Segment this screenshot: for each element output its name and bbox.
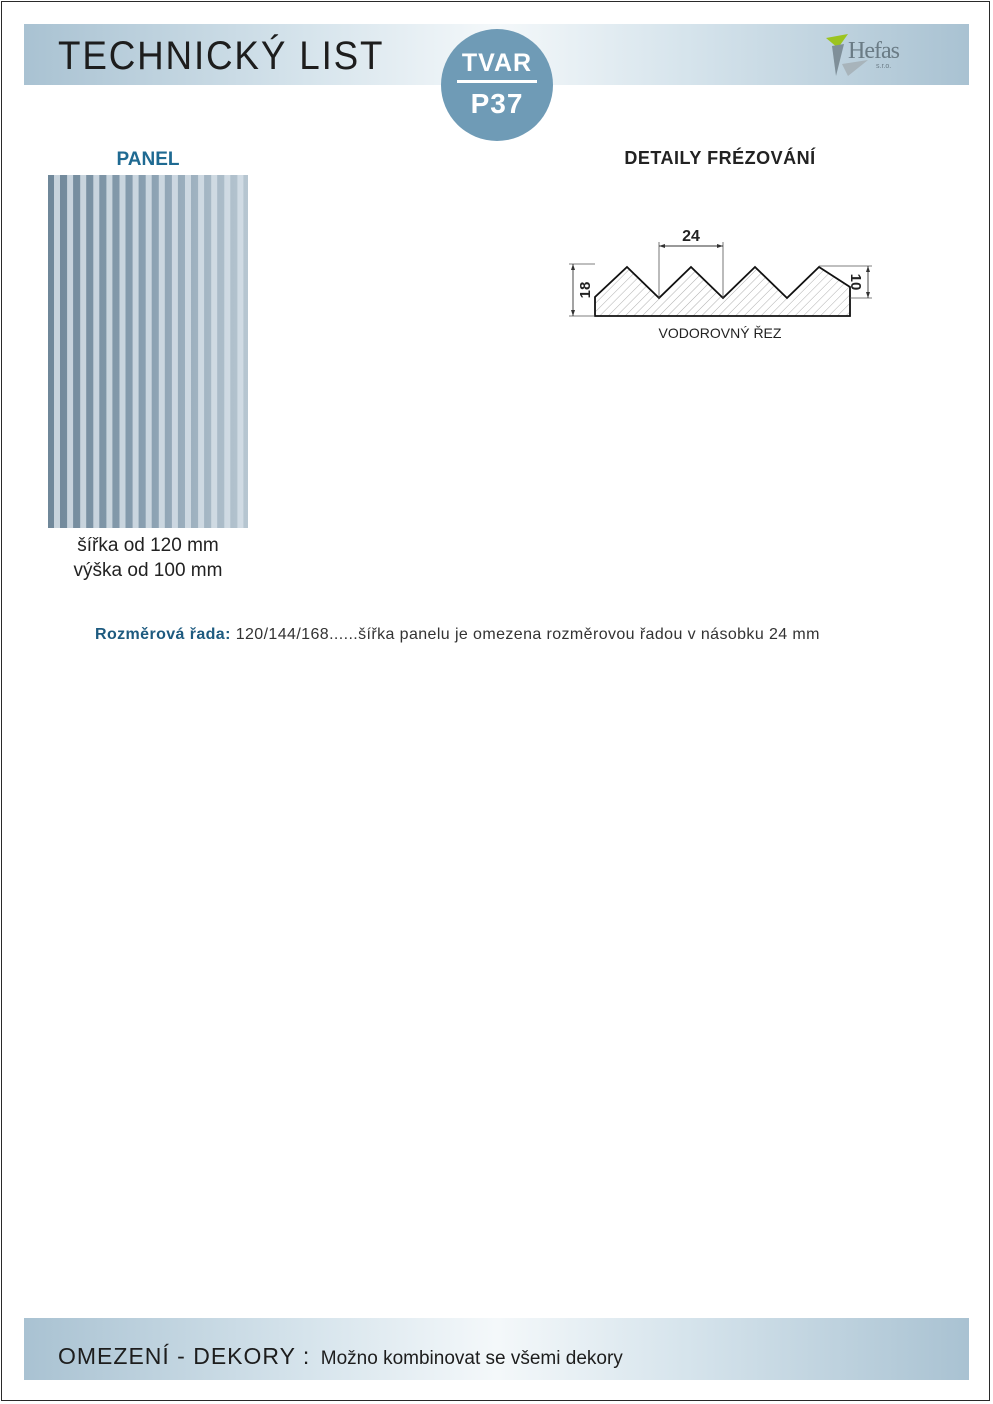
size-range-text: 120/144/168......šířka panelu je omezena rozměrovou řadou v násobku 24 mm — [235, 626, 820, 643]
panel-stripe — [211, 175, 217, 528]
shape-badge — [441, 29, 553, 141]
logo-subtext: s.r.o. — [876, 63, 892, 70]
panel-stripe — [67, 175, 73, 528]
section-label: VODOROVNÝ ŘEZ — [658, 325, 782, 341]
logo-text: Hefas — [848, 38, 899, 64]
milling-details-heading: DETAILY FRÉZOVÁNÍ — [624, 148, 816, 168]
panel-stripe — [185, 175, 191, 528]
badge-divider — [457, 80, 537, 83]
panel-preview — [48, 175, 248, 528]
panel-stripe — [93, 175, 99, 528]
panel-stripe — [198, 175, 204, 528]
panel-stripe — [159, 175, 165, 528]
panel-height-text: výška od 100 mm — [73, 560, 223, 581]
panel-heading: PANEL — [116, 149, 180, 170]
footer-restrictions — [58, 1343, 623, 1370]
profile-shape — [595, 267, 850, 316]
panel-stripe — [172, 175, 178, 528]
panel-stripe — [54, 175, 60, 528]
document-title: TECHNICKÝ LIST — [58, 34, 385, 78]
badge-code: P37 — [470, 88, 524, 119]
panel-stripe — [80, 175, 86, 528]
profile-cross-section — [566, 222, 876, 322]
panel-stripe — [120, 175, 126, 528]
panel-stripe — [146, 175, 152, 528]
size-range-line — [95, 626, 820, 644]
pitch-dimension: 24 — [682, 228, 700, 245]
panel-stripe — [106, 175, 112, 528]
panel-width-text: šířka od 120 mm — [77, 535, 219, 556]
panel-stripe — [133, 175, 139, 528]
badge-label: TVAR — [461, 49, 533, 77]
panel-stripe — [224, 175, 230, 528]
thickness-dimension: 18 — [577, 281, 594, 299]
panel-stripe — [237, 175, 243, 528]
footer-text: Možno kombinovat se všemi dekory — [320, 1348, 623, 1369]
size-range-label: Rozměrová řada: — [95, 626, 231, 643]
footer-label: OMEZENÍ - DEKORY : — [58, 1343, 311, 1369]
groove-depth-dimension: 10 — [847, 273, 864, 291]
